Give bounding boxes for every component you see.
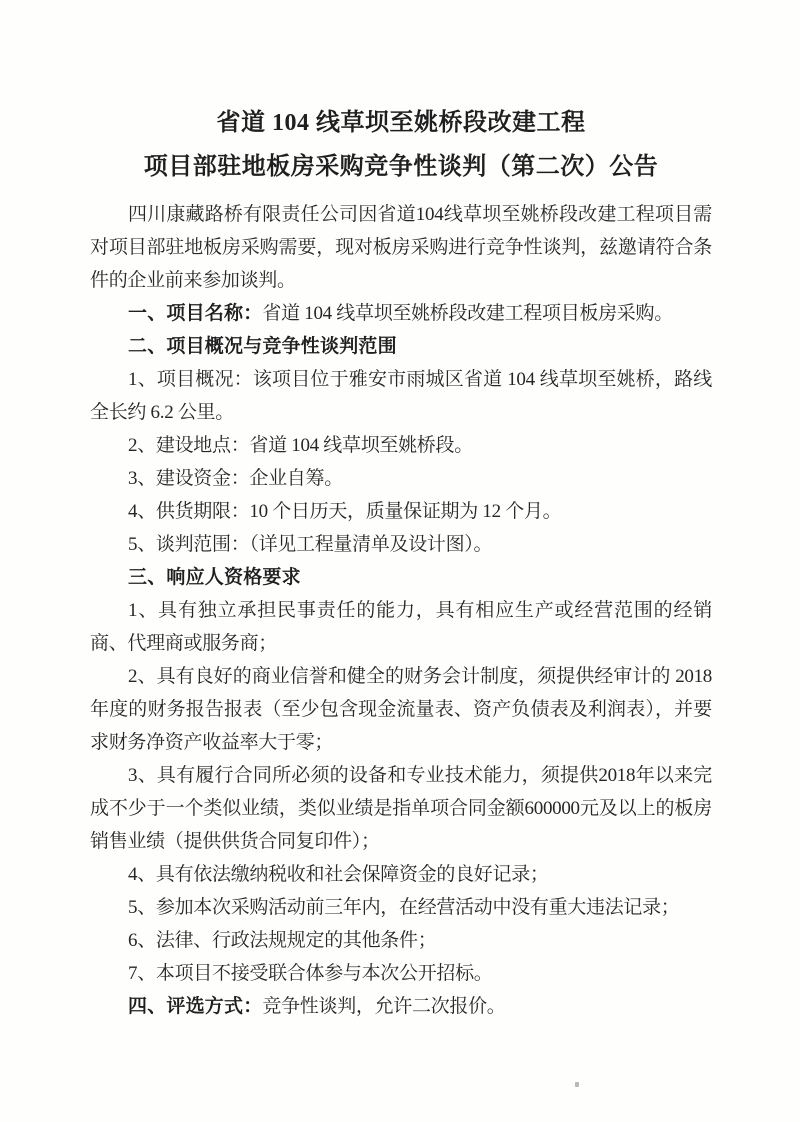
item-text: 4、供货期限：10 个日历天，质量保证期为 12 个月。 bbox=[128, 501, 562, 522]
item-text: 1、具有独立承担民事责任的能力，具有相应生产或经营范围的经销商、代理商或服务商； bbox=[90, 600, 712, 654]
section-3-item-3 bbox=[90, 759, 712, 858]
item-text: 7、本项目不接受联合体参与本次公开招标。 bbox=[128, 963, 493, 984]
section-4-text: 竞争性谈判，允许二次报价。 bbox=[262, 996, 506, 1017]
section-3-item-1 bbox=[90, 594, 712, 660]
scan-artifact-speck bbox=[575, 1082, 579, 1087]
item-text: 5、谈判范围：（详见工程量清单及设计图）。 bbox=[128, 534, 493, 555]
section-3-item-6 bbox=[90, 924, 712, 957]
item-text: 2、建设地点：省道 104 线草坝至姚桥段。 bbox=[128, 435, 473, 456]
section-2-title bbox=[90, 330, 712, 363]
item-text: 3、建设资金：企业自筹。 bbox=[128, 468, 343, 489]
item-text: 6、法律、行政法规规定的其他条件； bbox=[128, 930, 437, 951]
section-3-item-7 bbox=[90, 957, 712, 990]
document-title-line-2: 项目部驻地板房采购竞争性谈判（第二次）公告 bbox=[143, 154, 659, 180]
section-2-item-1 bbox=[90, 363, 712, 429]
item-text: 1、项目概况：该项目位于雅安市雨城区省道 104 线草坝至姚桥，路线全长约 6.2 公里。 bbox=[90, 369, 712, 423]
section-3-item-4 bbox=[90, 858, 712, 891]
item-text: 5、参加本次采购活动前三年内，在经营活动中没有重大违法记录； bbox=[128, 897, 680, 918]
document-title-line-1: 省道 104 线草坝至姚桥段改建工程 bbox=[216, 110, 586, 136]
item-text: 2、具有良好的商业信誉和健全的财务会计制度，须提供经审计的 2018 年度的财务报告报表（至少包含现金流量表、资产负债表及利润表），并要求财务净资产收益率大于零； bbox=[90, 666, 712, 753]
item-text: 4、具有依法缴纳税收和社会保障资金的良好记录； bbox=[128, 864, 549, 885]
section-3-item-2 bbox=[90, 660, 712, 759]
section-2-item-4 bbox=[90, 495, 712, 528]
section-1-title bbox=[90, 297, 712, 330]
item-text: 3、具有履行合同所必须的设备和专业技术能力，须提供2018年以来完成不少于一个类似业绩，类似业绩是指单项合同金额600000元及以上的板房销售业绩（提供供货合同复印件）； bbox=[90, 765, 712, 852]
section-3-label: 三、响应人资格要求 bbox=[128, 567, 301, 588]
section-1-text: 省道 104 线草坝至姚桥段改建工程项目板房采购。 bbox=[262, 303, 673, 324]
intro-text: 四川康藏路桥有限责任公司因省道104线草坝至姚桥段改建工程项目需对项目部驻地板房采购需要，现对板房采购进行竞争性谈判，兹邀请符合条件的企业前来参加谈判。 bbox=[90, 204, 712, 291]
document-body bbox=[90, 198, 712, 1023]
section-3-item-5 bbox=[90, 891, 712, 924]
section-1-label: 一、项目名称： bbox=[128, 303, 263, 324]
section-2-label: 二、项目概况与竞争性谈判范围 bbox=[128, 336, 397, 357]
section-4-title bbox=[90, 990, 712, 1023]
document-content bbox=[90, 0, 712, 1023]
intro-paragraph bbox=[90, 198, 712, 297]
section-2-item-2 bbox=[90, 429, 712, 462]
section-2-item-3 bbox=[90, 462, 712, 495]
section-2-item-5 bbox=[90, 528, 712, 561]
section-4-label: 四、评选方式： bbox=[128, 996, 263, 1017]
section-3-title bbox=[90, 561, 712, 594]
